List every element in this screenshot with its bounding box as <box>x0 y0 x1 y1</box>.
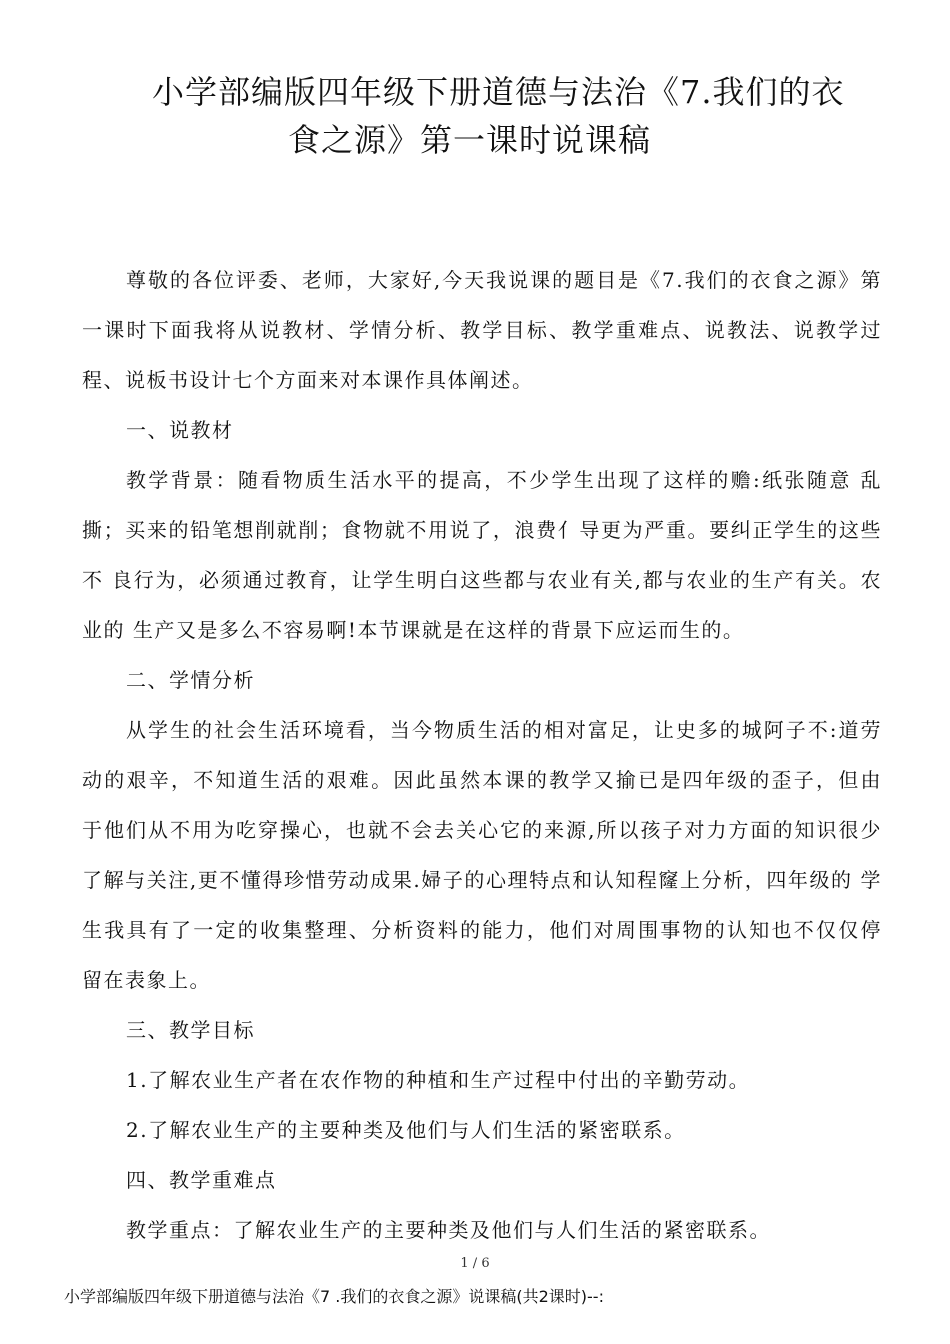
document-title <box>120 68 900 164</box>
section-heading-student-analysis: 二、学情分析 <box>126 668 255 692</box>
intro-paragraph: 尊敬的各位评委、老师，大家好,今天我说课的题目是《7.我们的衣食之源》第一课时下面我将从说教材、学情分析、教学目标、教学重难点、说教法、说教学过程、说板书设计七个方面来对本课作具体阐述。 <box>82 268 882 392</box>
section-paragraph-key-points: 教学重点：了解农业生产的主要种类及他们与人们生活的紧密联系。 <box>126 1218 771 1242</box>
section-heading-textbook: 一、说教材 <box>126 418 234 442</box>
title-line-2: 食之源》第一课时说课稿 <box>288 121 652 159</box>
section-paragraph-textbook: 教学背景：随看物质生活水平的提高，不少学生出现了这样的赡:纸张随意 乱撕；买来的铅笔想削就削；食物就不用说了，浪费亻导更为严重。要纠正学生的这些不 良行为，必须通过教育，让学生明白这些都与农业有关,都与农业的生产有关。农业的 生产又是多么不容易啊!本节课就是在这样的背景下应运而生的。 <box>82 468 882 642</box>
section-paragraph-student-analysis: 从学生的社会生活环境看，当今物质生活的相对富足，让史多的城阿子不:道劳动的艰辛，不知道生活的艰难。因此虽然本课的教学又揄已是四年级的歪子，但由 于他们从不用为吃穿操心，也就不会去关心它的来源,所以孩子对力方面的知识很少 了解与关注,更不懂得珍惜劳动成果.婦子的心理特点和认知程窿上分析，四年级的 学生我具有了一定的收集整理、分析资料的能力，他们对周围事物的认知也不仅仅停 留在表象上。 <box>82 718 882 992</box>
title-line-1: 小学部编版四年级下册道德与法治《7.我们的衣 <box>152 73 845 111</box>
teaching-goal-item-2: 2.了解农业生产的主要种类及他们与人们生活的紧密联系。 <box>126 1118 686 1142</box>
footer-title: 小学部编版四年级下册道德与法治《7 .我们的衣食之源》说课稿(共2课时)--: <box>64 1287 604 1306</box>
section-heading-key-points: 四、教学重难点 <box>126 1168 277 1192</box>
section-heading-teaching-goals: 三、教学目标 <box>126 1018 255 1042</box>
page-number: 1 / 6 <box>460 1256 490 1271</box>
document-body <box>82 255 882 1255</box>
teaching-goal-item-1: 1.了解农业生产者在农作物的种植和生产过程中付出的辛勤劳动。 <box>126 1068 751 1092</box>
